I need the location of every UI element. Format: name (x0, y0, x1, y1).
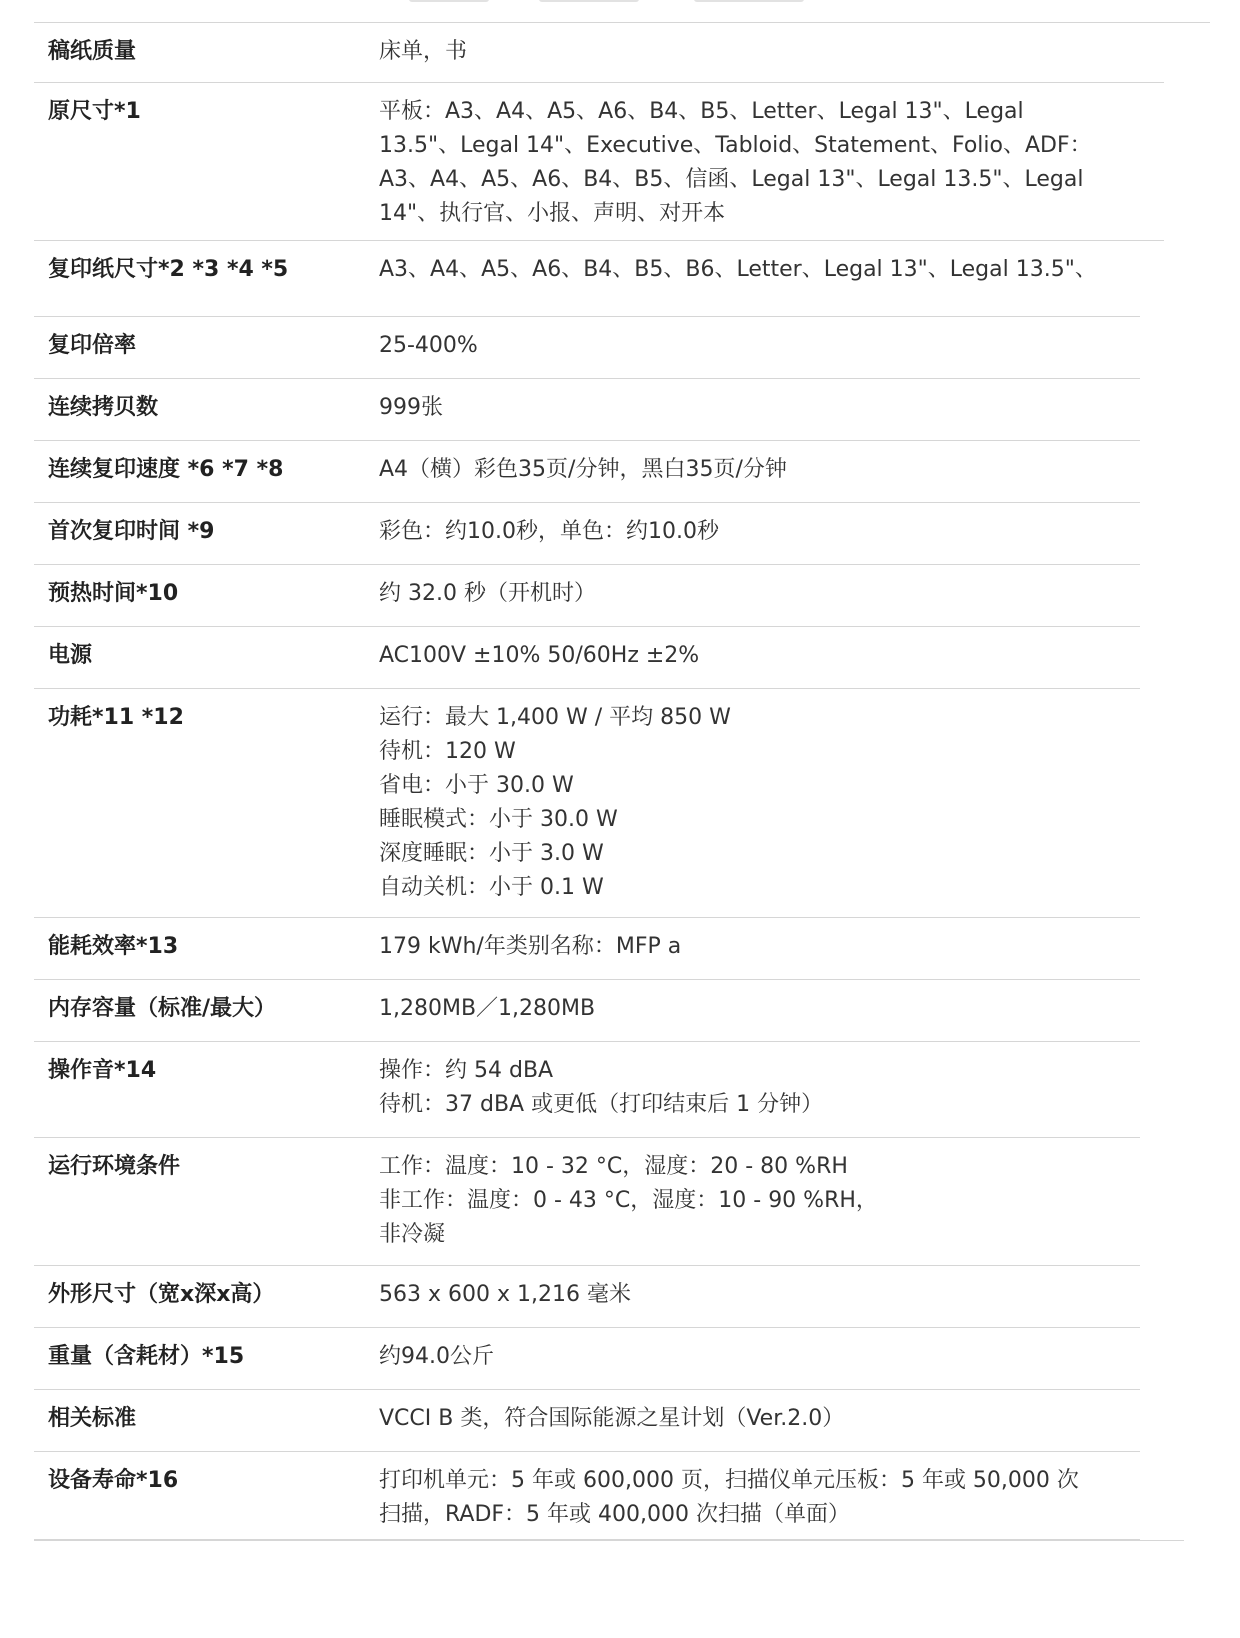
spec-value-line: 非冷凝 (379, 1222, 446, 1247)
spec-label: 操作音*14 (48, 1058, 157, 1083)
spec-row-energy-efficiency (34, 918, 1140, 980)
spec-value-line: 睡眠模式：小于 30.0 W (379, 807, 618, 832)
spec-value-line: 25-400% (379, 333, 478, 358)
spec-label: 稿纸质量 (48, 39, 137, 64)
spec-row-warmup-time (34, 565, 1140, 627)
spec-value (379, 1266, 1140, 1327)
spec-value-line: 运行：最大 1,400 W / 平均 850 W (379, 705, 731, 730)
spec-value (379, 627, 1140, 688)
spec-label: 外形尺寸（宽x深x高） (48, 1282, 275, 1307)
spec-value (379, 1328, 1140, 1389)
spec-value (379, 1390, 1140, 1451)
spec-value (379, 689, 1140, 917)
spec-value-line: A3、A4、A5、A6、B4、B5、B6、Letter、Legal 13"、Legal 13.5"、 (379, 257, 1097, 282)
spec-row-dimensions (34, 1266, 1140, 1328)
spec-value (379, 565, 1140, 626)
spec-label: 电源 (48, 643, 93, 668)
spec-value (379, 1452, 1140, 1539)
spec-row-original-size (34, 83, 1164, 241)
spec-value-line: 平板：A3、A4、A5、A6、B4、B5、Letter、Legal 13"、Legal (379, 99, 1024, 124)
spec-value-line: A4（横）彩色35页/分钟，黑白35页/分钟 (379, 457, 787, 482)
spec-value-line: 约94.0公斤 (379, 1344, 494, 1369)
spec-row-device-life (34, 1452, 1140, 1540)
spec-label: 功耗*11 *12 (48, 705, 184, 730)
spec-value (379, 83, 1164, 240)
spec-value (379, 441, 1140, 502)
spec-label: 预热时间*10 (48, 581, 179, 606)
spec-label: 首次复印时间 *9 (48, 519, 215, 544)
spec-value (379, 241, 1140, 316)
spec-label: 设备寿命*16 (48, 1468, 179, 1493)
spec-value-line: 待机：37 dBA 或更低（打印结束后 1 分钟） (379, 1092, 824, 1117)
spec-value-line: 操作：约 54 dBA (379, 1058, 554, 1083)
spec-value (379, 1138, 1140, 1265)
spec-row-continuous-copies (34, 379, 1140, 441)
spec-value-line: 省电：小于 30.0 W (379, 773, 574, 798)
spec-row-weight (34, 1328, 1140, 1390)
spec-row-environment (34, 1138, 1140, 1266)
spec-label: 内存容量（标准/最大） (48, 996, 277, 1021)
spec-value (379, 1042, 1140, 1137)
spec-label: 连续复印速度 *6 *7 *8 (48, 457, 284, 482)
spec-value (379, 379, 1140, 440)
spec-label: 能耗效率*13 (48, 934, 179, 959)
spec-value-line: 179 kWh/年类别名称：MFP a (379, 934, 682, 959)
spec-value-line: 非工作：温度：0 - 43 °C，湿度：10 - 90 %RH， (379, 1188, 878, 1213)
spec-value-line: A3、A4、A5、A6、B4、B5、信函、Legal 13"、Legal 13.5"、Legal (379, 167, 1084, 192)
spec-value-line: 床单，书 (379, 39, 468, 64)
spec-value-line: 深度睡眠：小于 3.0 W (379, 841, 604, 866)
spec-value-line: 自动关机：小于 0.1 W (379, 875, 604, 900)
spec-row-copy-paper-size (34, 241, 1140, 317)
spec-value (379, 980, 1140, 1041)
spec-value-line: 1,280MB／1,280MB (379, 996, 596, 1021)
spec-value-line: 打印机单元：5 年或 600,000 页，扫描仪单元压板：5 年或 50,000 次 (379, 1468, 1079, 1493)
spec-value (379, 317, 1140, 378)
spec-value-line: 待机：120 W (379, 739, 516, 764)
spec-value-line: VCCI B 类，符合国际能源之星计划（Ver.2.0） (379, 1406, 845, 1431)
spec-value-line: 14"、执行官、小报、声明、对开本 (379, 201, 726, 226)
spec-value-line: 999张 (379, 395, 443, 420)
spec-row-standards (34, 1390, 1140, 1452)
spec-value (379, 23, 1164, 82)
spec-row-first-copy-time (34, 503, 1140, 565)
spec-value-line: 13.5"、Legal 14"、Executive、Tabloid、Statement、Folio、ADF： (379, 133, 1092, 158)
spec-label: 复印倍率 (48, 333, 137, 358)
spec-value (379, 918, 1140, 979)
cut-off-previous-row (34, 0, 1210, 23)
spec-label: 复印纸尺寸*2 *3 *4 *5 (48, 257, 289, 282)
spec-value-line: 扫描，RADF：5 年或 400,000 次扫描（单面） (379, 1502, 850, 1527)
spec-label: 原尺寸*1 (48, 99, 141, 124)
spec-row-copy-speed (34, 441, 1140, 503)
spec-row-power-consumption (34, 689, 1140, 918)
spec-row-noise (34, 1042, 1140, 1138)
spec-row-copy-ratio (34, 317, 1140, 379)
spec-value (379, 503, 1140, 564)
spec-label: 相关标准 (48, 1406, 137, 1431)
spec-value-line: 工作：温度：10 - 32 °C，湿度：20 - 80 %RH (379, 1154, 848, 1179)
spec-label: 运行环境条件 (48, 1154, 181, 1179)
spec-label: 连续拷贝数 (48, 395, 159, 420)
spec-table (34, 0, 1210, 1541)
spec-value-line: 563 x 600 x 1,216 毫米 (379, 1282, 631, 1307)
spec-value-line: AC100V ±10% 50/60Hz ±2% (379, 643, 700, 668)
spec-value-line: 约 32.0 秒（开机时） (379, 581, 596, 606)
spec-row-memory (34, 980, 1140, 1042)
table-bottom-rule (34, 1540, 1184, 1541)
spec-label: 重量（含耗材）*15 (48, 1344, 245, 1369)
spec-row-power-source (34, 627, 1140, 689)
spec-row-paper-weight (34, 23, 1164, 83)
spec-value-line: 彩色：约10.0秒，单色：约10.0秒 (379, 519, 719, 544)
